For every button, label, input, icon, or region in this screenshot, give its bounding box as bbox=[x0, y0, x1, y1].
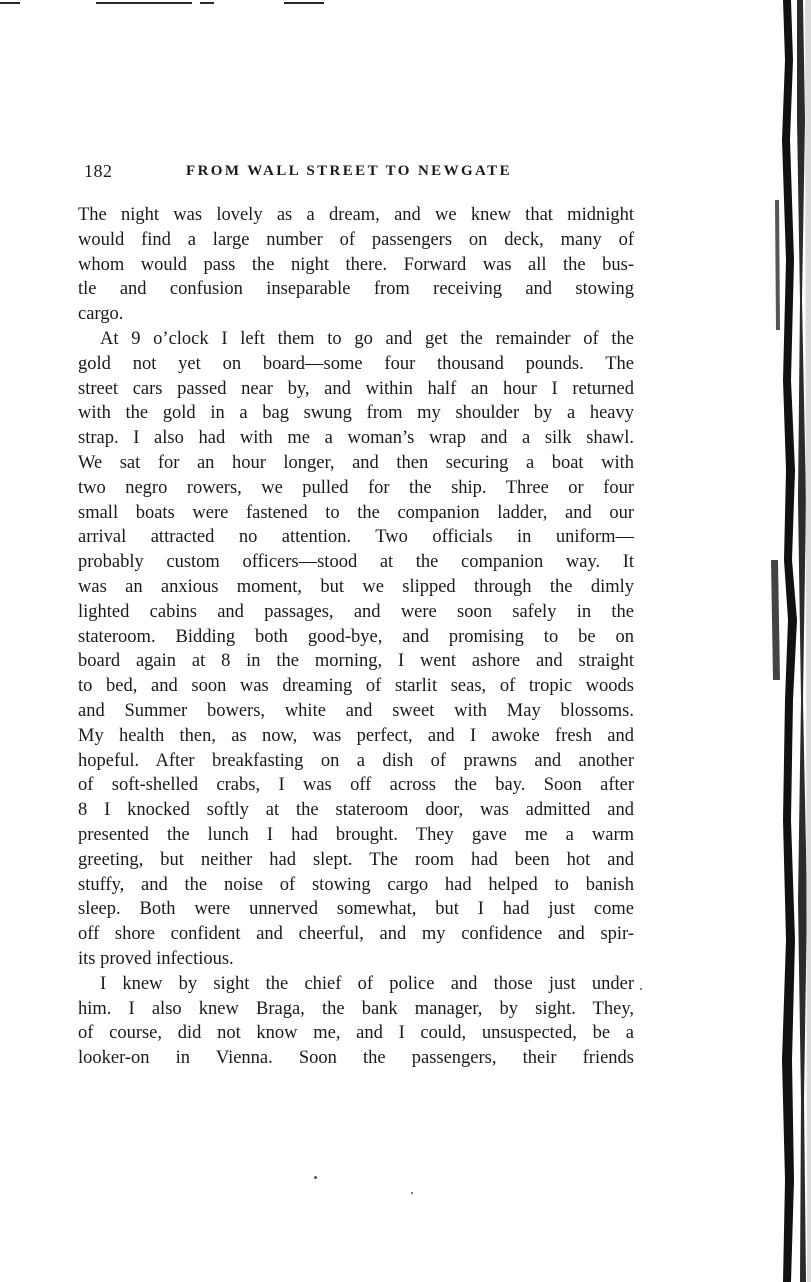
body-text bbox=[78, 203, 634, 1071]
text-line: stateroom. Bidding both good-bye, and promising to be on bbox=[78, 626, 634, 647]
text-line: of soft-shelled crabs, I was off across the bay. Soon after bbox=[78, 775, 634, 796]
text-line: cargo. bbox=[78, 304, 124, 325]
text-line: presented the lunch I had brought. They gave me a warm bbox=[78, 824, 634, 845]
text-line: sleep. Both were unnerved somewhat, but I had just come bbox=[78, 899, 634, 920]
text-line: strap. I also had with me a woman’s wrap and a silk shawl. bbox=[78, 428, 634, 449]
text-line: My health then, as now, was perfect, and I awoke fresh and bbox=[78, 725, 634, 746]
text-line: The night was lovely as a dream, and we knew that midnight bbox=[78, 205, 634, 225]
text-line: small boats were fastened to the companion ladder, and our bbox=[78, 502, 634, 523]
text-line: board again at 8 in the morning, I went ashore and straight bbox=[78, 651, 634, 672]
text-line: probably custom officers—stood at the companion way. It bbox=[78, 552, 634, 573]
text-line: looker-on in Vienna. Soon the passengers, their friends bbox=[78, 1048, 634, 1069]
scan-edge-mark bbox=[96, 2, 192, 4]
page-number: 182 bbox=[84, 161, 113, 181]
scan-edge-mark bbox=[0, 2, 20, 4]
text-line: was an anxious moment, but we slipped through the dimly bbox=[78, 576, 634, 597]
text-line: and Summer bowers, white and sweet with May blossoms. bbox=[78, 700, 634, 721]
text-line: its proved infectious. bbox=[78, 948, 234, 969]
text-line: tle and confusion inseparable from receiving and stowing bbox=[78, 279, 634, 300]
text-line: hopeful. After breakfasting on a dish of prawns and another bbox=[78, 750, 634, 771]
text-line: We sat for an hour longer, and then securing a boat with bbox=[78, 452, 634, 473]
text-line: whom would pass the night there. Forward was all the bus- bbox=[78, 254, 634, 275]
text-line: two negro rowers, we pulled for the ship. Three or four bbox=[78, 477, 634, 498]
text-line: arrival attracted no attention. Two officials in uniform— bbox=[78, 527, 634, 548]
text-line: I knew by sight the chief of police and those just under bbox=[100, 973, 634, 994]
scan-edge-mark bbox=[284, 2, 324, 4]
text-line: off shore confident and cheerful, and my confidence and spir- bbox=[78, 924, 634, 945]
text-line: with the gold in a bag swung from my shoulder by a heavy bbox=[78, 403, 634, 424]
running-head-title: FROM WALL STREET TO NEWGATE bbox=[186, 163, 512, 179]
text-line: lighted cabins and passages, and were soon safely in the bbox=[78, 601, 634, 622]
text-line: 8 I knocked softly at the stateroom door, was admitted and bbox=[78, 800, 634, 821]
text-line: At 9 o’clock I left them to go and get the remainder of the bbox=[100, 328, 634, 349]
text-line: of course, did not know me, and I could, unsuspected, be a bbox=[78, 1023, 634, 1044]
text-line: would find a large number of passengers on deck, many of bbox=[78, 229, 634, 250]
binding-edge-shadow bbox=[761, 0, 811, 1282]
text-line: him. I also knew Braga, the bank manager, by sight. They, bbox=[78, 998, 634, 1019]
text-line: stuffy, and the noise of stowing cargo had helped to banish bbox=[78, 874, 634, 895]
scan-edge-mark bbox=[200, 2, 214, 4]
text-line: gold not yet on board—some four thousand pounds. The bbox=[78, 353, 634, 374]
text-line: greeting, but neither had slept. The room had been hot and bbox=[78, 849, 634, 870]
text-line: street cars passed near by, and within half an hour I returned bbox=[78, 378, 634, 399]
running-head bbox=[84, 161, 636, 185]
text-line: to bed, and soon was dreaming of starlit seas, of tropic woods bbox=[78, 676, 634, 697]
